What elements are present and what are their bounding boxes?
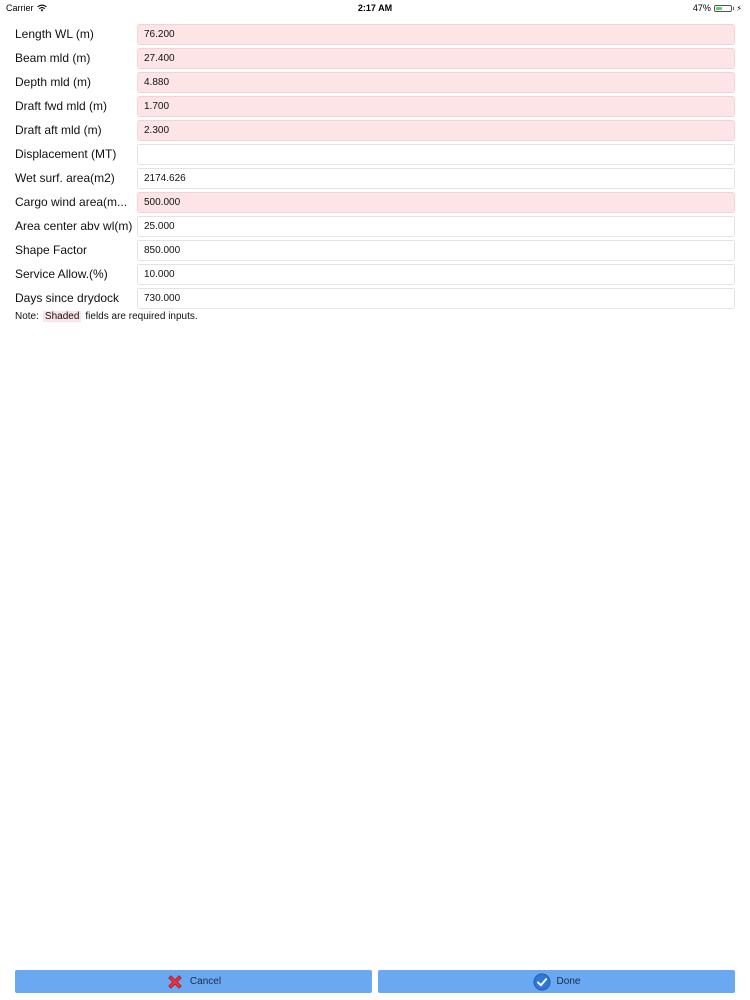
field-input[interactable]: 730.000 bbox=[137, 288, 735, 309]
form-row bbox=[0, 47, 750, 71]
battery-percent: 47% bbox=[692, 3, 711, 13]
charging-icon: ⚡ bbox=[736, 3, 742, 13]
form-row bbox=[0, 287, 750, 311]
field-label: Area center abv wl(m) bbox=[15, 219, 133, 233]
field-label: Days since drydock bbox=[15, 291, 120, 305]
field-input[interactable]: 2174.626 bbox=[137, 168, 735, 189]
form-row bbox=[0, 119, 750, 143]
battery-icon bbox=[714, 5, 732, 12]
cancel-x-icon bbox=[166, 973, 184, 991]
battery-indicator bbox=[693, 3, 742, 13]
field-label: Shape Factor bbox=[15, 243, 88, 257]
field-label: Draft fwd mld (m) bbox=[15, 99, 108, 113]
clock: 2:17 AM bbox=[357, 3, 393, 13]
field-label: Length WL (m) bbox=[15, 27, 94, 41]
form-row bbox=[0, 167, 750, 191]
field-input[interactable] bbox=[137, 144, 735, 165]
field-label: Depth mld (m) bbox=[15, 75, 92, 89]
carrier-label: Carrier bbox=[6, 3, 34, 13]
form-row bbox=[0, 239, 750, 263]
field-label: Beam mld (m) bbox=[15, 51, 91, 65]
done-label: Done bbox=[556, 976, 581, 987]
field-input[interactable]: 10.000 bbox=[137, 264, 735, 285]
field-input[interactable]: 76.200 bbox=[137, 24, 735, 45]
form-row bbox=[0, 23, 750, 47]
field-label: Draft aft mld (m) bbox=[15, 123, 102, 137]
form-row bbox=[0, 71, 750, 95]
field-input[interactable]: 2.300 bbox=[137, 120, 735, 141]
form-row bbox=[0, 215, 750, 239]
field-input[interactable]: 25.000 bbox=[137, 216, 735, 237]
field-label: Service Allow.(%) bbox=[15, 267, 108, 281]
form-row bbox=[0, 191, 750, 215]
field-input[interactable]: 850.000 bbox=[137, 240, 735, 261]
note-shaded-sample: Shaded bbox=[44, 311, 80, 322]
bottom-toolbar bbox=[0, 970, 750, 994]
note-prefix: Note: bbox=[15, 311, 39, 322]
form-row bbox=[0, 143, 750, 167]
note-text: fields are required inputs. bbox=[85, 311, 198, 322]
field-input[interactable]: 1.700 bbox=[137, 96, 735, 117]
field-label: Displacement (MT) bbox=[15, 147, 117, 161]
cancel-label: Cancel bbox=[189, 976, 222, 987]
required-note bbox=[15, 311, 198, 322]
form-row bbox=[0, 263, 750, 287]
cancel-button[interactable] bbox=[15, 970, 372, 993]
field-label: Wet surf. area(m2) bbox=[15, 171, 115, 185]
field-label: Cargo wind area(m... bbox=[15, 195, 128, 209]
done-button[interactable] bbox=[378, 970, 735, 993]
input-form bbox=[0, 23, 750, 311]
status-bar bbox=[0, 0, 750, 16]
field-input[interactable]: 4.880 bbox=[137, 72, 735, 93]
field-input[interactable]: 27.400 bbox=[137, 48, 735, 69]
form-row bbox=[0, 95, 750, 119]
checkmark-icon bbox=[533, 973, 551, 991]
field-input[interactable]: 500.000 bbox=[137, 192, 735, 213]
